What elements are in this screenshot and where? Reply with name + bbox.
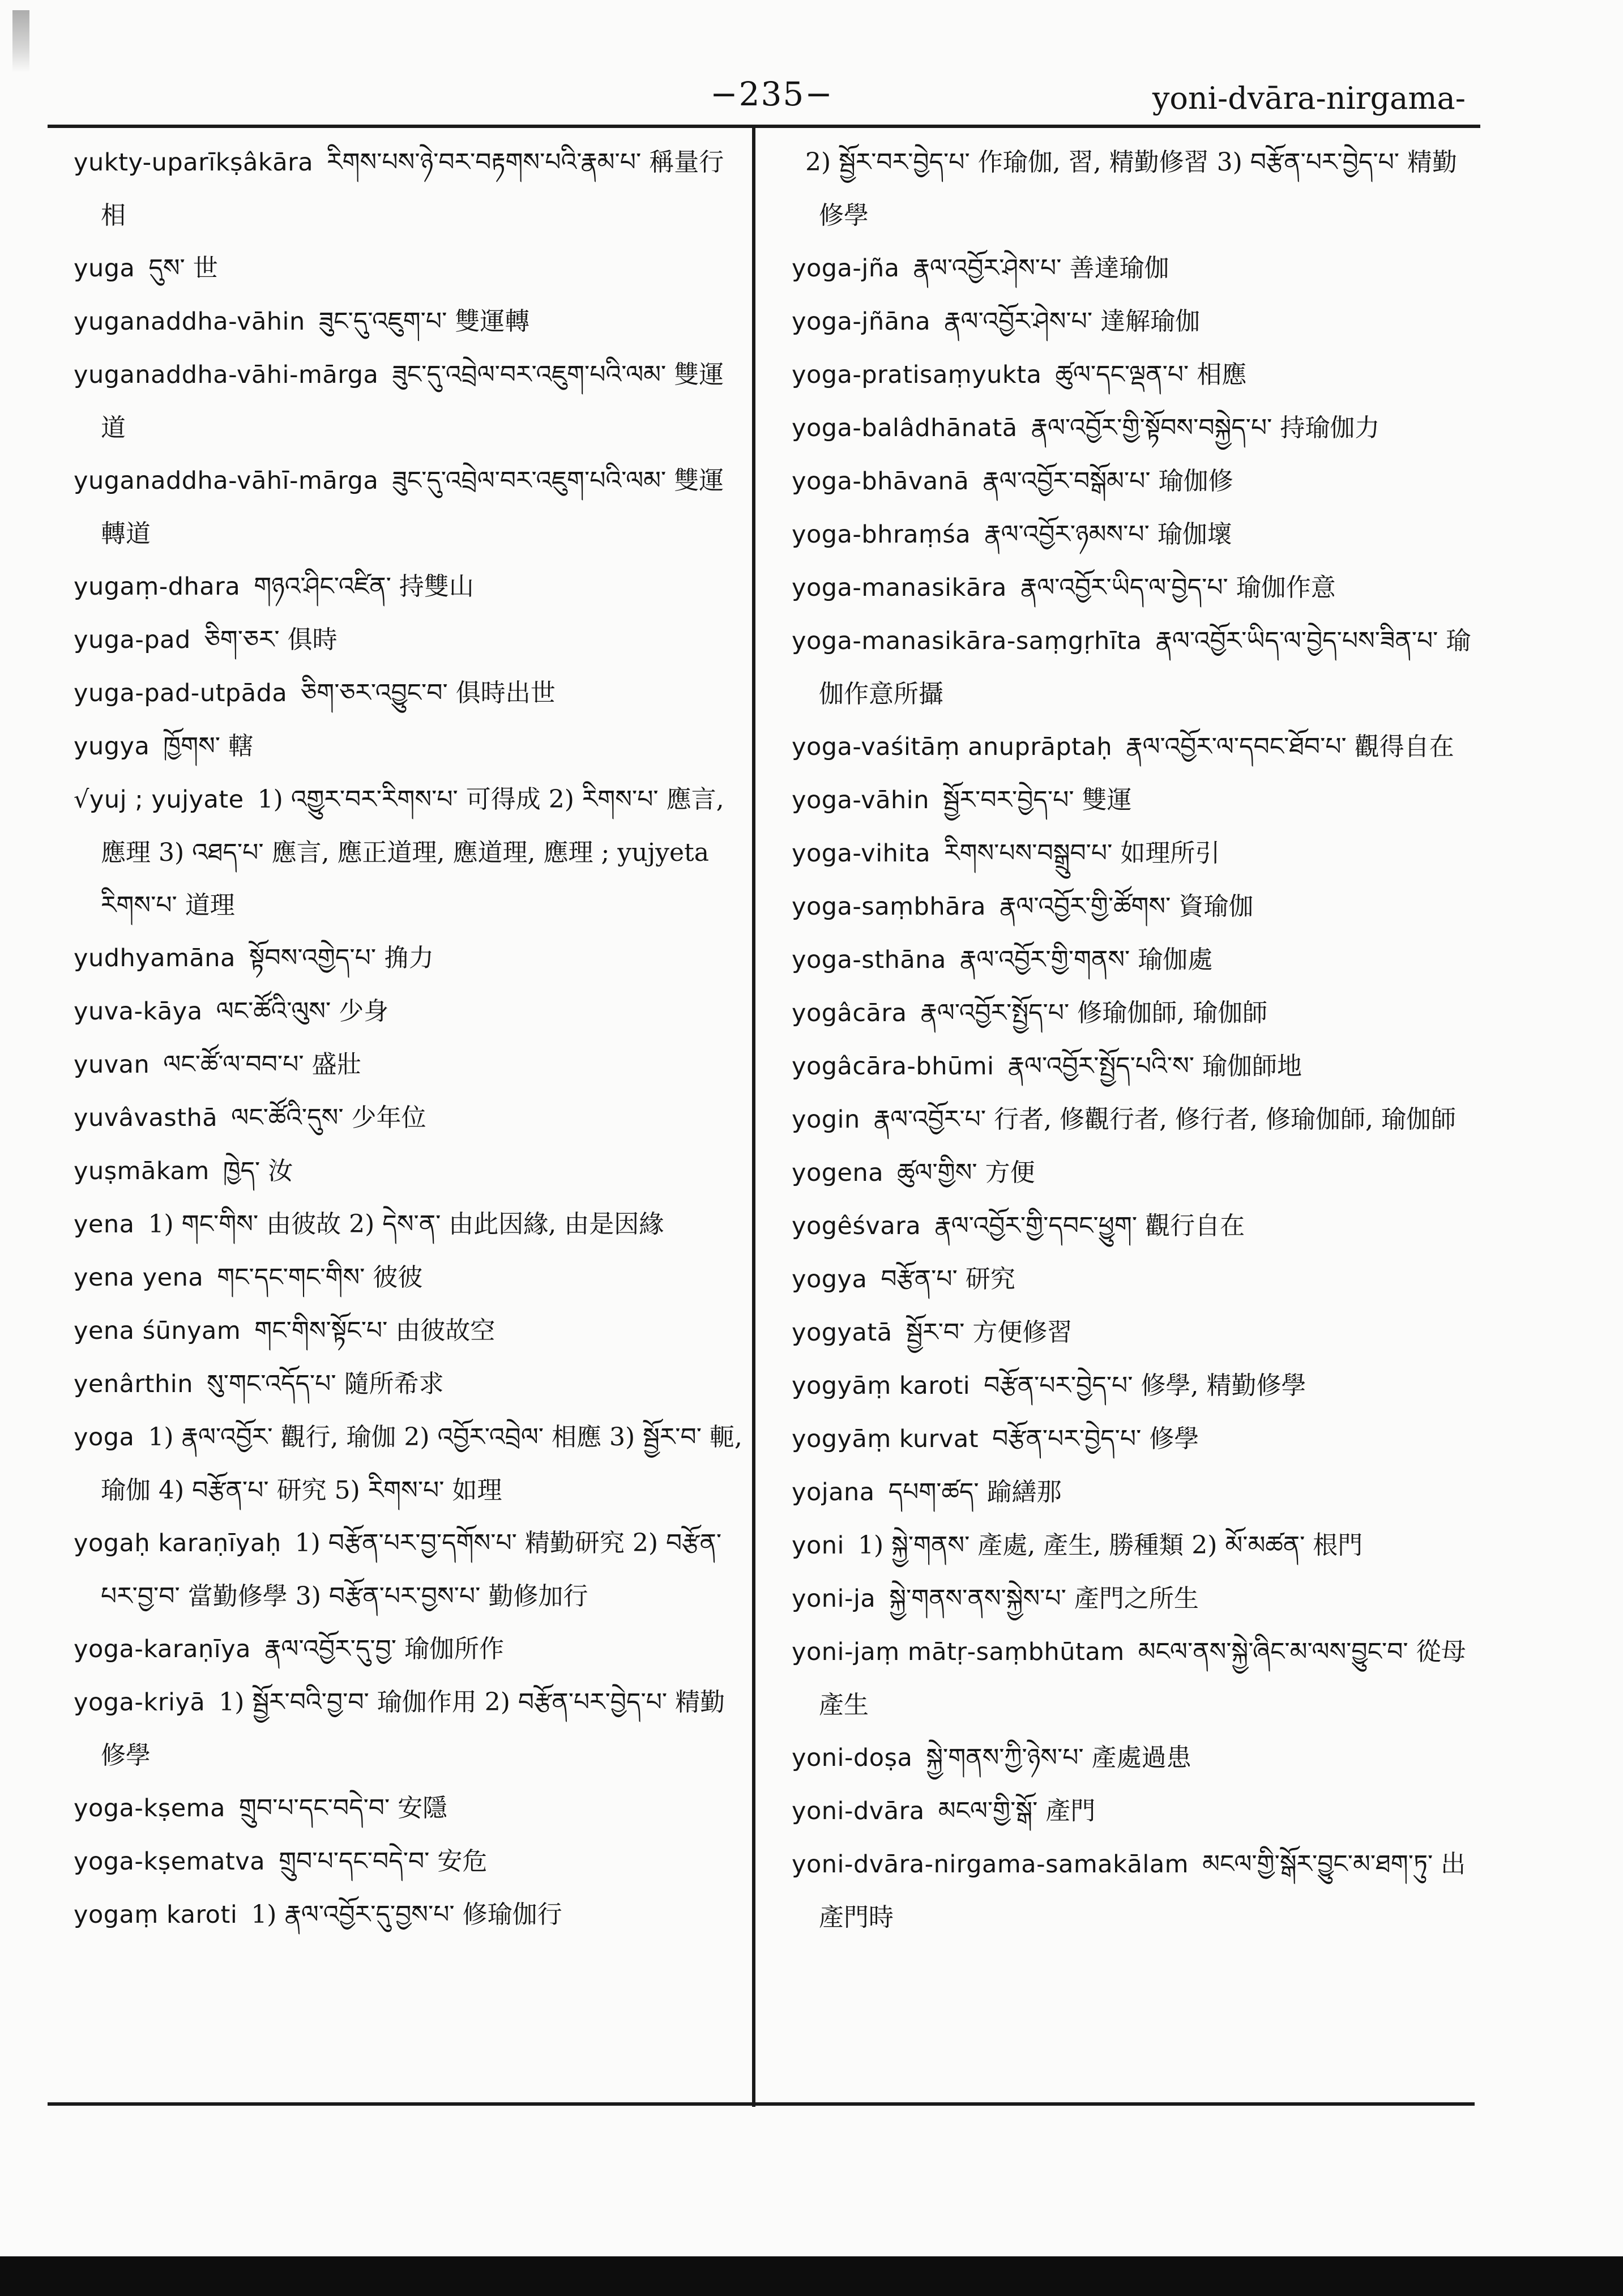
entry-gloss: རྣལ་འབྱོར་ལ་དབང་ཐོབ་པ་ 觀得自在 [1126, 732, 1454, 761]
entry-gloss: ཟུང་དུ་འབྲེལ་བར་འཇུག་པའི་ལམ་ 雙運道 [101, 360, 724, 442]
entry-gloss: གྲུབ་པ་དང་བདེ་བ་ 安隱 [238, 1794, 448, 1823]
entry-gloss: རྣལ་འབྱོར་ཤེས་པ་ 達解瑜伽 [944, 307, 1201, 336]
entry-headword: yuga-pad [74, 626, 191, 654]
entry-gloss: བརྩོན་པ་ 研究 [881, 1265, 1015, 1294]
dictionary-entry [792, 827, 1480, 880]
entry-headword: yogâcāra-bhūmi [792, 1052, 994, 1081]
dictionary-entry [74, 720, 745, 773]
dictionary-entry [792, 880, 1480, 933]
entry-headword: √yuj ; yujyate [74, 786, 244, 814]
entry-gloss: ཟུང་དུ་འཇུག་པ་ 雙運轉 [318, 307, 530, 336]
entry-headword: yoga-sthāna [792, 946, 946, 974]
entry-gloss: རྣལ་འབྱོར་ཡིད་ལ་བྱེད་པས་ཟིན་པ་ 瑜伽作意所攝 [819, 626, 1471, 709]
dictionary-entry [792, 1785, 1480, 1838]
entry-gloss: རྣལ་འབྱོར་གྱི་དབང་ཕྱུག་ 觀行自在 [934, 1211, 1245, 1240]
entry-gloss: 1) འགྱུར་བར་རིགས་པ་ 可得成 2) རིགས་པ་ 應言, 應理 3) འཐད་པ་ 應言, 應正道理, 應道理, 應理 ; yujyeta རིགས་པ་ 道理 [101, 785, 724, 920]
entry-gloss: 1) རྣལ་འབྱོར་ 觀行, 瑜伽 2) འབྱོར་འབྲེལ་ 相應 3) སྦྱོར་བ་ 軛, 瑜伽 4) བརྩོན་པ་ 研究 5) རིགས་པ་ 如理 [101, 1423, 742, 1505]
entry-headword: yoni-jaṃ mātṛ-saṃbhūtam [792, 1638, 1125, 1666]
dictionary-entry [792, 1359, 1480, 1412]
entry-gloss: མངལ་གྱི་སྒོར་བྱུང་མ་ཐག་ཏུ་ 出產門時 [819, 1850, 1466, 1932]
entry-gloss: 1) སྐྱེ་གནས་ 產處, 產生, 勝種類 2) མོ་མཚན་ 根門 [857, 1531, 1363, 1560]
dictionary-entry [74, 1517, 745, 1623]
entry-headword: yugya [74, 732, 150, 761]
dictionary-entry [74, 1251, 745, 1304]
dictionary-entry [792, 1572, 1480, 1625]
entry-gloss: སུ་གང་འདོད་པ་ 隨所希求 [207, 1369, 444, 1398]
dictionary-entry [74, 985, 745, 1038]
dictionary-entry [74, 1198, 745, 1251]
entry-gloss: སྦྱོར་བར་བྱེད་པ་ 雙運 [943, 786, 1132, 814]
entry-headword: yoni [792, 1531, 844, 1560]
left-column [74, 136, 745, 1941]
entry-headword: yuganaddha-vāhin [74, 308, 305, 336]
entry-headword: yuvan [74, 1051, 150, 1079]
page-number: −235− [710, 75, 834, 113]
entry-headword: yoga-vaśitāṃ anuprāptaḥ [792, 733, 1113, 761]
entry-headword: yuga [74, 254, 135, 283]
entry-gloss: 1) གང་གིས་ 由彼故 2) དེས་ན་ 由此因緣, 由是因緣 [148, 1210, 664, 1239]
entry-gloss: ཁྱོགས་ 轄 [163, 732, 253, 761]
entry-headword: yoga-kṣema [74, 1794, 225, 1823]
entry-gloss: གང་གིས་སྟོང་པ་ 由彼故空 [254, 1316, 496, 1345]
dictionary-entry [74, 1038, 745, 1091]
entry-headword: yoga-kriyā [74, 1688, 206, 1717]
entry-gloss: བརྩོན་པར་བྱེད་པ་ 修學 [992, 1424, 1199, 1453]
dictionary-entry [792, 1519, 1480, 1572]
dictionary-entry [792, 1838, 1480, 1944]
dictionary-entry [74, 1835, 745, 1888]
entry-gloss: ཚུལ་དང་ལྡན་པ་ 相應 [1055, 360, 1247, 389]
entry-gloss: 1) སྦྱོར་བའི་བྱ་བ་ 瑜伽作用 2) བརྩོན་པར་བྱེད་པ་ 精勤修學 [101, 1688, 725, 1770]
entry-gloss: རྣལ་འབྱོར་ཤེས་པ་ 善達瑜伽 [913, 254, 1169, 283]
entry-headword: yoga-manasikāra [792, 574, 1007, 602]
top-rule [48, 125, 1480, 128]
entry-gloss: རྣལ་འབྱོར་ཡིད་ལ་བྱེད་པ་ 瑜伽作意 [1020, 573, 1336, 602]
dictionary-entry [792, 720, 1480, 774]
dictionary-entry [792, 987, 1480, 1040]
entry-headword: yena yena [74, 1264, 204, 1292]
dictionary-entry [792, 1412, 1480, 1466]
entry-gloss: རིགས་པས་བསྒྲུབ་པ་ 如理所引 [944, 839, 1220, 868]
entry-headword: yoni-dvāra [792, 1797, 925, 1825]
entry-gloss: 1) རྣལ་འབྱོར་དུ་བྱས་པ་ 修瑜伽行 [251, 1900, 562, 1929]
entry-gloss: ཅིག་ཅར་འབྱུང་བ་ 俱時出世 [301, 678, 556, 707]
dictionary-entry [792, 1466, 1480, 1519]
entry-gloss: རྣལ་འབྱོར་བསྒོམ་པ་ 瑜伽修 [983, 467, 1233, 496]
dictionary-entry [792, 1253, 1480, 1306]
entry-gloss: ཁྱེད་ 汝 [223, 1156, 293, 1185]
dictionary-entry [74, 667, 745, 720]
entry-gloss: ཚུལ་གྱིས་ 方便 [897, 1158, 1035, 1187]
entry-gloss: 1) བརྩོན་པར་བྱ་དགོས་པ་ 精勤研究 2) བརྩོན་པར་བྱ་བ་ 當勤修學 3) བརྩོན་པར་བྱས་པ་ 勤修加行 [101, 1529, 722, 1611]
entry-headword: yudhyamāna [74, 944, 236, 972]
entry-headword: yoni-doṣa [792, 1744, 913, 1772]
running-head: yoni-dvāra-nirgama- [1152, 80, 1466, 116]
entry-headword: yena śūnyam [74, 1317, 241, 1345]
dictionary-entry [74, 773, 745, 932]
dictionary-entry [74, 295, 745, 348]
entry-headword: yogya [792, 1265, 868, 1294]
entry-gloss: གང་དང་གང་གིས་ 彼彼 [217, 1263, 423, 1292]
entry-gloss: སྦྱོར་བ་ 方便修習 [906, 1318, 1073, 1347]
entry-headword: yoga-balâdhānatā [792, 414, 1018, 442]
entry-gloss: རྣལ་འབྱོར་སྤྱོད་པའི་ས་ 瑜伽師地 [1007, 1052, 1302, 1081]
entry-gloss: བརྩོན་པར་བྱེད་པ་ 修學, 精勤修學 [984, 1371, 1306, 1400]
entry-gloss: རྣལ་འབྱོར་པ་ 行者, 修觀行者, 修行者, 修瑜伽師, 瑜伽師 [873, 1105, 1456, 1134]
entry-gloss: རིགས་པས་ཉེ་བར་བརྟགས་པའི་རྣམ་པ་ 稱量行相 [101, 148, 724, 230]
entry-gloss: སྟོབས་འགྱེད་པ་ 捔力 [249, 944, 434, 972]
dictionary-entry [792, 348, 1480, 402]
dictionary-entry [74, 1411, 745, 1517]
dictionary-entry [74, 1091, 745, 1145]
entry-headword: yoga-vihita [792, 839, 931, 868]
entry-headword: yoga-karaṇīya [74, 1635, 251, 1663]
entry-gloss: རྣལ་འབྱོར་དུ་བྱ་ 瑜伽所作 [264, 1634, 505, 1663]
entry-headword: yogyāṃ kurvat [792, 1425, 979, 1453]
entry-gloss: སྐྱེ་གནས་ཀྱི་ཉེས་པ་ 產處過患 [926, 1743, 1191, 1772]
entry-gloss: 2) སྦྱོར་བར་བྱེད་པ་ 作瑜伽, 習, 精勤修習 3) བརྩོན་པར་བྱེད་པ་ 精勤修學 [805, 148, 1458, 230]
dictionary-entry [792, 1306, 1480, 1359]
entry-headword: yoga-saṃbhāra [792, 893, 986, 921]
entry-headword: yoni-dvāra-nirgama-samakālam [792, 1850, 1189, 1879]
bottom-rule [48, 2102, 1475, 2106]
entry-headword: yogyāṃ karoti [792, 1372, 971, 1400]
dictionary-entry [792, 508, 1480, 561]
entry-headword: yuṣmākam [74, 1157, 210, 1185]
dictionary-entry [792, 1040, 1480, 1093]
entry-headword: yogin [792, 1106, 860, 1134]
dictionary-entry [792, 614, 1480, 720]
entry-gloss: དཔག་ཚད་ 踰繕那 [888, 1478, 1062, 1507]
dictionary-entry [792, 561, 1480, 614]
column-divider [752, 126, 755, 2107]
dictionary-entry [74, 1358, 745, 1411]
dictionary-entry [792, 1200, 1480, 1253]
entry-headword: yenârthin [74, 1370, 193, 1398]
entry-headword: yukty-uparīkṣâkāra [74, 148, 314, 177]
dictionary-entry [74, 560, 745, 613]
entry-headword: yogena [792, 1159, 884, 1187]
dictionary-entry [792, 933, 1480, 987]
dictionary-entry [792, 295, 1480, 348]
dictionary-entry [74, 454, 745, 560]
entry-gloss: དུས་ 世 [148, 254, 218, 283]
dictionary-entry [74, 932, 745, 985]
dictionary-entry [74, 613, 745, 667]
entry-headword: yogêśvara [792, 1212, 921, 1240]
scan-bottom-edge [0, 2256, 1623, 2296]
entry-gloss: ལང་ཚོའི་ལུས་ 少身 [216, 997, 389, 1026]
entry-gloss: ཅིག་ཅར་ 俱時 [204, 625, 338, 654]
dictionary-entry [74, 242, 745, 295]
entry-gloss: རྣལ་འབྱོར་སྤྱོད་པ་ 修瑜伽師, 瑜伽師 [920, 998, 1268, 1027]
entry-gloss: རྣལ་འབྱོར་ཉམས་པ་ 瑜伽壞 [984, 520, 1232, 549]
dictionary-entry [74, 1623, 745, 1676]
entry-gloss: གཉའ་ཤིང་འཛིན་ 持雙山 [254, 572, 474, 601]
entry-headword: yojana [792, 1478, 875, 1507]
entry-gloss: རྣལ་འབྱོར་གྱི་གནས་ 瑜伽處 [959, 945, 1213, 974]
entry-headword: yuganaddha-vāhi-mārga [74, 361, 379, 389]
entry-headword: yuva-kāya [74, 997, 203, 1026]
entry-headword: yuganaddha-vāhī-mārga [74, 467, 379, 495]
scan-artifact-mark [12, 10, 29, 72]
dictionary-entry [74, 1304, 745, 1358]
entry-headword: yogaḥ karaṇīyaḥ [74, 1529, 281, 1557]
entry-headword: yoga-manasikāra-saṃgṛhīta [792, 627, 1142, 655]
right-column [792, 136, 1480, 1944]
entry-headword: yuvâvasthā [74, 1104, 218, 1132]
entry-gloss: གྲུབ་པ་དང་བདེ་བ་ 安危 [279, 1847, 488, 1876]
entry-gloss: རྣལ་འབྱོར་གྱི་སྟོབས་བསྐྱེད་པ་ 持瑜伽力 [1031, 413, 1380, 442]
dictionary-entry [792, 242, 1480, 295]
entry-headword: yoga [74, 1423, 135, 1452]
entry-gloss: རྣལ་འབྱོར་གྱི་ཚོགས་ 資瑜伽 [999, 892, 1254, 921]
entry-gloss: ཟུང་དུ་འབྲེལ་བར་འཇུག་པའི་ལམ་ 雙運轉道 [101, 466, 724, 548]
entry-headword: yoga-pratisaṃyukta [792, 361, 1042, 389]
entry-headword: yoga-jña [792, 254, 900, 283]
entry-headword: yoni-ja [792, 1585, 876, 1613]
dictionary-entry [792, 1093, 1480, 1146]
dictionary-entry [792, 1731, 1480, 1785]
dictionary-entry [74, 1145, 745, 1198]
entry-headword: yoga-bhraṃśa [792, 520, 971, 549]
entry-gloss: ལང་ཚོའི་དུས་ 少年位 [231, 1103, 426, 1132]
entry-headword: yogyatā [792, 1318, 892, 1347]
entry-headword: yugaṃ-dhara [74, 573, 241, 601]
dictionary-entry [792, 402, 1480, 455]
dictionary-entry [74, 136, 745, 242]
entry-gloss: ལང་ཚོ་ལ་བབ་པ་ 盛壯 [163, 1050, 362, 1079]
entry-headword: yuga-pad-utpāda [74, 679, 288, 707]
entry-gloss: མངལ་ནས་སྐྱེ་ཞིང་མ་ལས་བྱུང་བ་ 從母產生 [819, 1637, 1466, 1719]
dictionary-entry [74, 1676, 745, 1782]
entry-gloss: མངལ་གྱི་སྒོ་ 產門 [938, 1796, 1096, 1825]
entry-gloss: སྐྱེ་གནས་ནས་སྐྱེས་པ་ 產門之所生 [889, 1584, 1199, 1613]
dictionary-entry [74, 1888, 745, 1941]
entry-headword: yoga-kṣematva [74, 1847, 266, 1876]
entry-headword: yoga-jñāna [792, 308, 931, 336]
dictionary-entry [792, 136, 1480, 242]
entry-headword: yena [74, 1210, 135, 1239]
entry-headword: yoga-bhāvanā [792, 467, 969, 496]
entry-headword: yogâcāra [792, 999, 907, 1027]
entry-headword: yoga-vāhin [792, 786, 930, 814]
dictionary-entry [74, 1782, 745, 1835]
dictionary-entry [792, 455, 1480, 508]
dictionary-entry [792, 1625, 1480, 1731]
dictionary-entry [792, 774, 1480, 827]
entry-headword: yogaṃ karoti [74, 1901, 238, 1929]
dictionary-entry [74, 348, 745, 454]
dictionary-entry [792, 1146, 1480, 1200]
